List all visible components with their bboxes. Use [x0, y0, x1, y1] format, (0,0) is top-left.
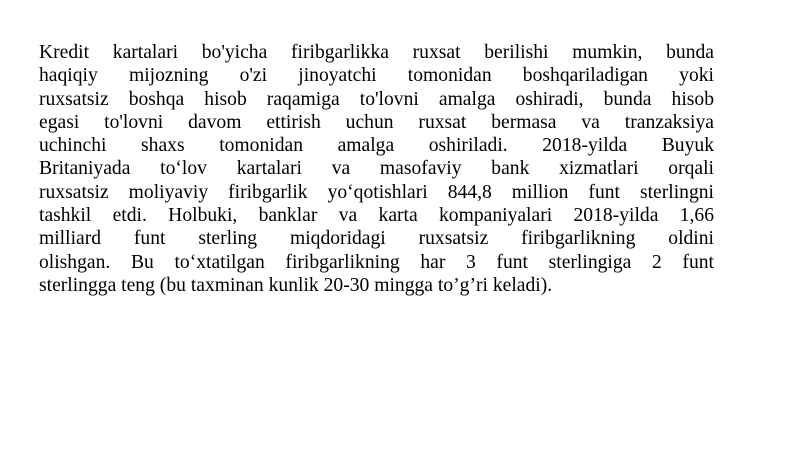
paragraph-line: ruxsatsiz boshqa hisob raqamiga to'lovni amalga oshiradi, bunda hisob [39, 88, 714, 110]
paragraph-line: egasi to'lovni davom ettirish uchun ruxsat bermasa va tranzaksiya [39, 111, 714, 133]
paragraph-line: sterlingga teng (bu taxminan kunlik 20-30 mingga to’g’ri keladi). [39, 274, 553, 296]
paragraph-line: olishgan. Bu to‘xtatilgan firibgarlikning har 3 funt sterlingiga 2 funt [39, 251, 714, 273]
paragraph-line: milliard funt sterling miqdoridagi ruxsatsiz firibgarlikning oldini [39, 228, 714, 250]
paragraph-line: ruxsatsiz moliyaviy firibgarlik yo‘qotishlari 844,8 million funt sterlingni [39, 181, 714, 203]
paragraph-line: haqiqiy mijozning o'zi jinoyatchi tomonidan boshqariladigan yoki [39, 65, 714, 87]
paragraph-line: tashkil etdi. Holbuki, banklar va karta kompaniyalari 2018-yilda 1,66 [39, 205, 714, 227]
paragraph-line: Kredit kartalari bo'yicha firibgarlikka ruxsat berilishi mumkin, bunda [39, 42, 714, 63]
body-paragraph [39, 41, 714, 297]
paragraph-line: Britaniyada to‘lov kartalari va masofaviy bank xizmatlari orqali [39, 158, 714, 180]
paragraph-line: uchinchi shaxs tomonidan amalga oshiriladi. 2018-yilda Buyuk [39, 135, 714, 157]
